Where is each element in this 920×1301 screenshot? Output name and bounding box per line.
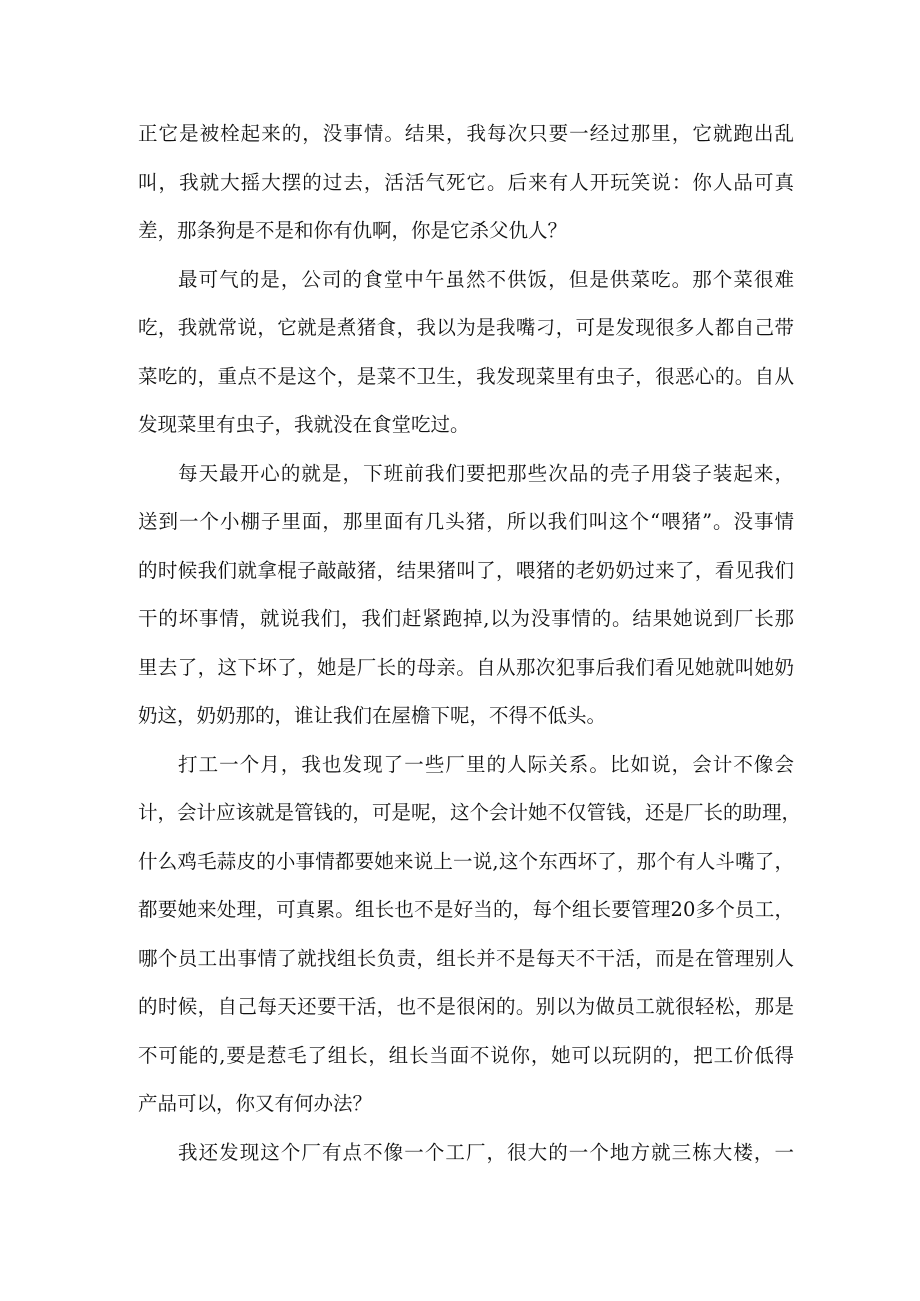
text-line: 里去了，这下坏了，她是厂长的母亲。自从那次犯事后我们看见她就叫她奶 [138,655,794,679]
text-line: 干的坏事情，就说我们，我们赶紧跑掉,以为没事情的。结果她说到厂长那 [138,607,794,630]
text-line: 什么鸡毛蒜皮的小事情都要她来说上一说,这个东西坏了，那个有人斗嘴了， [138,849,794,873]
text-line: 产品可以，你又有何办法？ [138,1092,373,1115]
text-line: 送到一个小棚子里面，那里面有几头猪，所以我们叫这个“喂猪”。没事情 [138,510,794,533]
text-line: 奶这，奶奶那的，谁让我们在屋檐下呢，不得不低头。 [138,704,607,727]
text-line: 每天最开心的就是，下班前我们要把那些次品的壳子用袋子装起来， [178,461,794,485]
document-body [138,110,802,1177]
text-line: 最可气的是，公司的食堂中午虽然不供饭，但是供菜吃。那个菜很难 [178,267,794,291]
text-line: 我还发现这个厂有点不像一个工厂，很大的一个地方就三栋大楼，一 [178,1140,794,1164]
text-line: 正它是被栓起来的，没事情。结果，我每次只要一经过那里，它就跑出乱 [138,122,794,145]
text-line: 计，会计应该就是管钱的，可是呢，这个会计她不仅管钱，还是厂长的助理， [138,801,802,824]
text-line: 的时候，自己每天还要干活，也不是很闲的。别以为做员工就很轻松，那是 [138,995,794,1018]
text-line: 的时候我们就拿棍子敲敲猪，结果猪叫了，喂猪的老奶奶过来了，看见我们 [138,558,794,582]
text-line: 吃，我就常说，它就是煮猪食，我以为是我嘴刁，可是发现很多人都自己带 [138,316,794,339]
text-line: 哪个员工出事情了就找组长负责，组长并不是每天不干活，而是在管理别人 [138,946,794,970]
text-line: 不可能的,要是惹毛了组长，组长当面不说你，她可以玩阴的，把工价低得 [138,1043,794,1067]
text-line: 都要她来处理，可真累。组长也不是好当的，每个组长要管理20多个员工， [138,898,794,921]
text-line: 发现菜里有虫子，我就没在食堂吃过。 [138,413,470,436]
text-line: 打工一个月，我也发现了一些厂里的人际关系。比如说，会计不像会 [178,752,794,776]
text-line: 差，那条狗是不是和你有仇啊，你是它杀父仇人？ [138,219,568,242]
text-line: 菜吃的，重点不是这个，是菜不卫生，我发现菜里有虫子，很恶心的。自从 [138,364,794,388]
text-line: 叫，我就大摇大摆的过去，活活气死它。后来有人开玩笑说：你人品可真 [138,170,794,194]
